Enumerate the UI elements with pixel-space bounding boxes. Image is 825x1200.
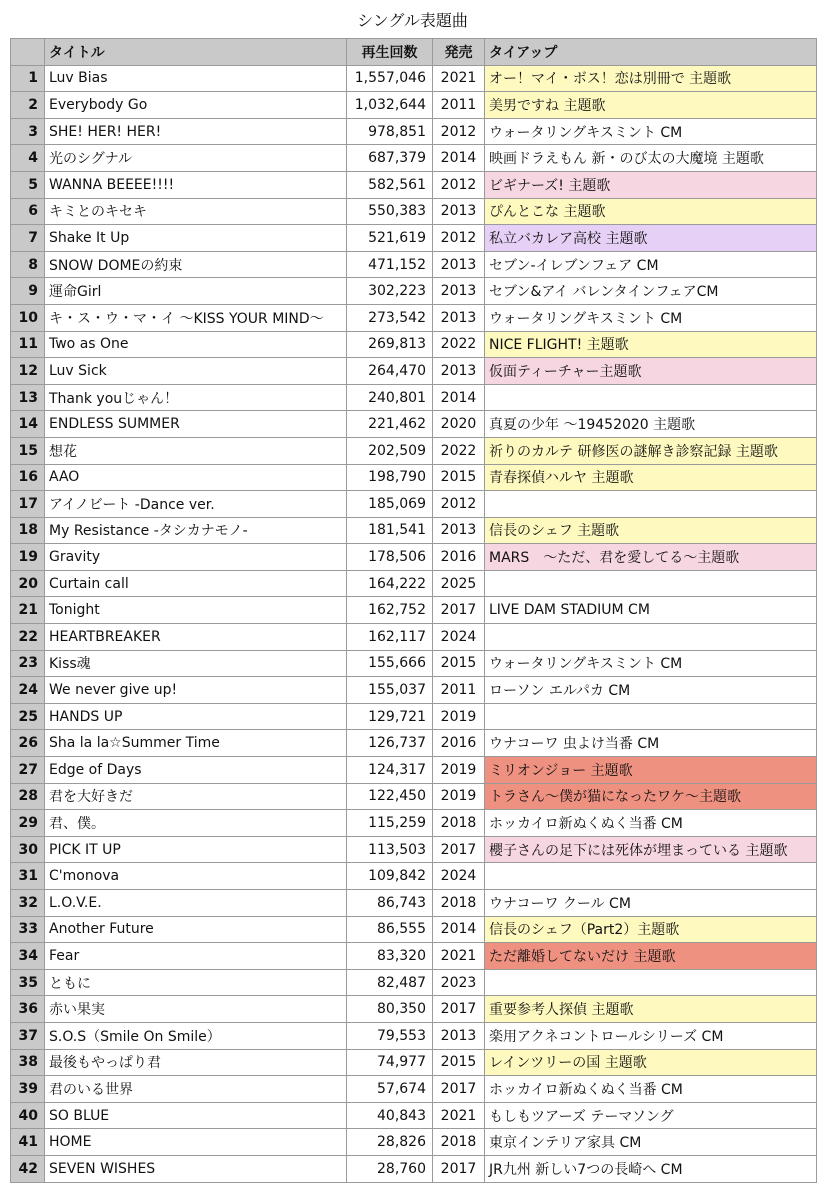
song-title: Everybody Go	[45, 92, 347, 119]
song-title: 光のシグナル	[45, 145, 347, 172]
play-count: 302,223	[347, 278, 433, 305]
row-number: 41	[11, 1129, 45, 1156]
release-year: 2021	[433, 1102, 485, 1129]
row-number: 8	[11, 251, 45, 278]
release-year: 2021	[433, 65, 485, 92]
play-count: 264,470	[347, 358, 433, 385]
tieup-text: LIVE DAM STADIUM CM	[485, 597, 817, 624]
tieup-text: トラさん〜僕が猫になったワケ〜主題歌	[485, 783, 817, 810]
table-row	[11, 677, 817, 704]
row-number: 30	[11, 836, 45, 863]
row-number: 28	[11, 783, 45, 810]
play-count: 113,503	[347, 836, 433, 863]
table-body	[11, 65, 817, 1182]
row-number: 39	[11, 1076, 45, 1103]
table-row	[11, 916, 817, 943]
play-count: 83,320	[347, 943, 433, 970]
tieup-text	[485, 703, 817, 730]
table-row	[11, 810, 817, 837]
release-year: 2021	[433, 943, 485, 970]
song-title: Another Future	[45, 916, 347, 943]
tieup-text: セブン&アイ バレンタインフェアCM	[485, 278, 817, 305]
release-year: 2018	[433, 1129, 485, 1156]
play-count: 109,842	[347, 863, 433, 890]
tieup-text: もしもツアーズ テーマソング	[485, 1102, 817, 1129]
row-number: 18	[11, 517, 45, 544]
table-row	[11, 890, 817, 917]
play-count: 198,790	[347, 464, 433, 491]
release-year: 2013	[433, 251, 485, 278]
song-title: 最後もやっぱり君	[45, 1049, 347, 1076]
table-row	[11, 943, 817, 970]
play-count: 550,383	[347, 198, 433, 225]
table-row	[11, 225, 817, 252]
song-title: AAO	[45, 464, 347, 491]
row-number: 25	[11, 703, 45, 730]
tieup-text: 祈りのカルテ 研修医の謎解き診察記録 主題歌	[485, 437, 817, 464]
release-year: 2024	[433, 624, 485, 651]
row-number: 29	[11, 810, 45, 837]
table-row	[11, 597, 817, 624]
row-number: 40	[11, 1102, 45, 1129]
play-count: 155,666	[347, 650, 433, 677]
release-year: 2022	[433, 437, 485, 464]
play-count: 181,541	[347, 517, 433, 544]
release-year: 2023	[433, 969, 485, 996]
play-count: 74,977	[347, 1049, 433, 1076]
row-number: 15	[11, 437, 45, 464]
row-number: 32	[11, 890, 45, 917]
tieup-text: MARS 〜ただ、君を愛してる〜主題歌	[485, 544, 817, 571]
tieup-text: ミリオンジョー 主題歌	[485, 757, 817, 784]
song-title: WANNA BEEEE!!!!	[45, 171, 347, 198]
release-year: 2012	[433, 491, 485, 518]
row-number: 13	[11, 384, 45, 411]
table-row	[11, 836, 817, 863]
header-year: 発売	[433, 39, 485, 66]
tieup-text: 真夏の少年 〜19452020 主題歌	[485, 411, 817, 438]
play-count: 240,801	[347, 384, 433, 411]
table-row	[11, 304, 817, 331]
table-row	[11, 730, 817, 757]
header-no	[11, 39, 45, 66]
row-number: 20	[11, 570, 45, 597]
release-year: 2013	[433, 278, 485, 305]
release-year: 2013	[433, 304, 485, 331]
row-number: 24	[11, 677, 45, 704]
table-row	[11, 969, 817, 996]
release-year: 2015	[433, 1049, 485, 1076]
row-number: 38	[11, 1049, 45, 1076]
table-row	[11, 863, 817, 890]
tieup-text	[485, 863, 817, 890]
table-row	[11, 65, 817, 92]
release-year: 2020	[433, 411, 485, 438]
play-count: 86,555	[347, 916, 433, 943]
song-title: HANDS UP	[45, 703, 347, 730]
song-title: 君を大好きだ	[45, 783, 347, 810]
song-title: Shake It Up	[45, 225, 347, 252]
row-number: 16	[11, 464, 45, 491]
tieup-text: 楽用アクネコントロールシリーズ CM	[485, 1022, 817, 1049]
play-count: 202,509	[347, 437, 433, 464]
row-number: 37	[11, 1022, 45, 1049]
page-title: シングル表題曲	[357, 11, 468, 30]
song-title: Edge of Days	[45, 757, 347, 784]
play-count: 79,553	[347, 1022, 433, 1049]
song-title: 想花	[45, 437, 347, 464]
table-row	[11, 358, 817, 385]
song-title: アイノビート -Dance ver.	[45, 491, 347, 518]
play-count: 40,843	[347, 1102, 433, 1129]
row-number: 5	[11, 171, 45, 198]
row-number: 9	[11, 278, 45, 305]
play-count: 185,069	[347, 491, 433, 518]
tieup-text: 私立バカレア高校 主題歌	[485, 225, 817, 252]
song-title: C'monova	[45, 863, 347, 890]
release-year: 2014	[433, 384, 485, 411]
row-number: 11	[11, 331, 45, 358]
row-number: 26	[11, 730, 45, 757]
release-year: 2016	[433, 730, 485, 757]
play-count: 269,813	[347, 331, 433, 358]
song-title: SO BLUE	[45, 1102, 347, 1129]
tieup-text: 青春探偵ハルヤ 主題歌	[485, 464, 817, 491]
release-year: 2013	[433, 198, 485, 225]
header-row	[11, 39, 817, 66]
row-number: 10	[11, 304, 45, 331]
tieup-text: JR九州 新しい7つの長崎へ CM	[485, 1155, 817, 1182]
play-count: 122,450	[347, 783, 433, 810]
play-count: 28,760	[347, 1155, 433, 1182]
table-row	[11, 251, 817, 278]
release-year: 2017	[433, 1155, 485, 1182]
row-number: 19	[11, 544, 45, 571]
tieup-text: 仮面ティーチャー主題歌	[485, 358, 817, 385]
table-row	[11, 384, 817, 411]
song-title: L.O.V.E.	[45, 890, 347, 917]
play-count: 28,826	[347, 1129, 433, 1156]
play-count: 162,117	[347, 624, 433, 651]
song-title: SHE! HER! HER!	[45, 118, 347, 145]
table-row	[11, 703, 817, 730]
row-number: 34	[11, 943, 45, 970]
tieup-text: 信長のシェフ 主題歌	[485, 517, 817, 544]
play-count: 1,557,046	[347, 65, 433, 92]
table-row	[11, 517, 817, 544]
play-count: 164,222	[347, 570, 433, 597]
release-year: 2012	[433, 171, 485, 198]
song-title: HOME	[45, 1129, 347, 1156]
play-count: 1,032,644	[347, 92, 433, 119]
release-year: 2025	[433, 570, 485, 597]
header-title: タイトル	[45, 39, 347, 66]
row-number: 2	[11, 92, 45, 119]
song-title: Kiss魂	[45, 650, 347, 677]
table-row	[11, 783, 817, 810]
song-title: Tonight	[45, 597, 347, 624]
play-count: 978,851	[347, 118, 433, 145]
play-count: 124,317	[347, 757, 433, 784]
release-year: 2016	[433, 544, 485, 571]
table-row	[11, 278, 817, 305]
play-count: 129,721	[347, 703, 433, 730]
tieup-text: 櫻子さんの足下には死体が埋まっている 主題歌	[485, 836, 817, 863]
release-year: 2013	[433, 517, 485, 544]
song-title: PICK IT UP	[45, 836, 347, 863]
tieup-text: ウナコーワ 虫よけ当番 CM	[485, 730, 817, 757]
song-title: Gravity	[45, 544, 347, 571]
play-count: 687,379	[347, 145, 433, 172]
release-year: 2022	[433, 331, 485, 358]
row-number: 6	[11, 198, 45, 225]
tieup-text: ウォータリングキスミント CM	[485, 118, 817, 145]
song-title: Curtain call	[45, 570, 347, 597]
row-number: 14	[11, 411, 45, 438]
release-year: 2017	[433, 996, 485, 1023]
tieup-text: ウォータリングキスミント CM	[485, 650, 817, 677]
release-year: 2014	[433, 145, 485, 172]
release-year: 2011	[433, 92, 485, 119]
table-row	[11, 464, 817, 491]
release-year: 2019	[433, 757, 485, 784]
row-number: 36	[11, 996, 45, 1023]
table-row	[11, 92, 817, 119]
table-row	[11, 491, 817, 518]
release-year: 2018	[433, 810, 485, 837]
song-title: 君のいる世界	[45, 1076, 347, 1103]
song-title: 赤い果実	[45, 996, 347, 1023]
row-number: 1	[11, 65, 45, 92]
play-count: 521,619	[347, 225, 433, 252]
singles-table	[10, 38, 817, 1183]
row-number: 3	[11, 118, 45, 145]
song-title: Fear	[45, 943, 347, 970]
row-number: 27	[11, 757, 45, 784]
song-title: S.O.S（Smile On Smile）	[45, 1022, 347, 1049]
row-number: 7	[11, 225, 45, 252]
tieup-text: 美男ですね 主題歌	[485, 92, 817, 119]
play-count: 80,350	[347, 996, 433, 1023]
release-year: 2013	[433, 358, 485, 385]
tieup-text: ビギナーズ! 主題歌	[485, 171, 817, 198]
release-year: 2017	[433, 597, 485, 624]
tieup-text: NICE FLIGHT! 主題歌	[485, 331, 817, 358]
table-row	[11, 437, 817, 464]
song-title: キ・ス・ウ・マ・イ 〜KISS YOUR MIND〜	[45, 304, 347, 331]
row-number: 4	[11, 145, 45, 172]
row-number: 35	[11, 969, 45, 996]
song-title: 君、僕。	[45, 810, 347, 837]
table-row	[11, 1022, 817, 1049]
header-tieup: タイアップ	[485, 39, 817, 66]
row-number: 12	[11, 358, 45, 385]
release-year: 2012	[433, 118, 485, 145]
row-number: 22	[11, 624, 45, 651]
table-row	[11, 624, 817, 651]
play-count: 155,037	[347, 677, 433, 704]
release-year: 2019	[433, 703, 485, 730]
tieup-text: ローソン エルパカ CM	[485, 677, 817, 704]
release-year: 2012	[433, 225, 485, 252]
tieup-text: ぴんとこな 主題歌	[485, 198, 817, 225]
play-count: 273,542	[347, 304, 433, 331]
tieup-text: オー！マイ・ボス！恋は別冊で 主題歌	[485, 65, 817, 92]
tieup-text	[485, 969, 817, 996]
tieup-text: セブン-イレブンフェア CM	[485, 251, 817, 278]
table-row	[11, 1155, 817, 1182]
tieup-text: ウナコーワ クール CM	[485, 890, 817, 917]
release-year: 2013	[433, 1022, 485, 1049]
release-year: 2011	[433, 677, 485, 704]
row-number: 17	[11, 491, 45, 518]
table-row	[11, 757, 817, 784]
release-year: 2019	[433, 783, 485, 810]
play-count: 221,462	[347, 411, 433, 438]
table-row	[11, 544, 817, 571]
table-row	[11, 570, 817, 597]
table-row	[11, 1129, 817, 1156]
song-title: My Resistance -タシカナモノ-	[45, 517, 347, 544]
song-title: 運命Girl	[45, 278, 347, 305]
row-number: 31	[11, 863, 45, 890]
table-row	[11, 1049, 817, 1076]
release-year: 2017	[433, 1076, 485, 1103]
release-year: 2017	[433, 836, 485, 863]
play-count: 86,743	[347, 890, 433, 917]
song-title: キミとのキセキ	[45, 198, 347, 225]
table-row	[11, 198, 817, 225]
song-title: ENDLESS SUMMER	[45, 411, 347, 438]
play-count: 82,487	[347, 969, 433, 996]
tieup-text	[485, 570, 817, 597]
song-title: Luv Sick	[45, 358, 347, 385]
release-year: 2015	[433, 464, 485, 491]
tieup-text: 信長のシェフ（Part2）主題歌	[485, 916, 817, 943]
play-count: 162,752	[347, 597, 433, 624]
release-year: 2015	[433, 650, 485, 677]
song-title: We never give up!	[45, 677, 347, 704]
tieup-text: ホッカイロ新ぬくぬく当番 CM	[485, 1076, 817, 1103]
play-count: 582,561	[347, 171, 433, 198]
tieup-text: ウォータリングキスミント CM	[485, 304, 817, 331]
play-count: 57,674	[347, 1076, 433, 1103]
table-row	[11, 145, 817, 172]
song-title: Two as One	[45, 331, 347, 358]
play-count: 178,506	[347, 544, 433, 571]
tieup-text: 東京インテリア家具 CM	[485, 1129, 817, 1156]
tieup-text	[485, 624, 817, 651]
row-number: 21	[11, 597, 45, 624]
play-count: 471,152	[347, 251, 433, 278]
tieup-text: 映画ドラえもん 新・のび太の大魔境 主題歌	[485, 145, 817, 172]
table-row	[11, 118, 817, 145]
play-count: 115,259	[347, 810, 433, 837]
row-number: 23	[11, 650, 45, 677]
tieup-text: ホッカイロ新ぬくぬく当番 CM	[485, 810, 817, 837]
table-row	[11, 996, 817, 1023]
tieup-text	[485, 491, 817, 518]
song-title: SNOW DOMEの約束	[45, 251, 347, 278]
song-title: Thank youじゃん！	[45, 384, 347, 411]
row-number: 42	[11, 1155, 45, 1182]
table-row	[11, 1076, 817, 1103]
release-year: 2014	[433, 916, 485, 943]
table-row	[11, 650, 817, 677]
song-title: Luv Bias	[45, 65, 347, 92]
tieup-text	[485, 384, 817, 411]
release-year: 2018	[433, 890, 485, 917]
release-year: 2024	[433, 863, 485, 890]
tieup-text: ただ離婚してないだけ 主題歌	[485, 943, 817, 970]
header-plays: 再生回数	[347, 39, 433, 66]
song-title: Sha la la☆Summer Time	[45, 730, 347, 757]
tieup-text: 重要参考人探偵 主題歌	[485, 996, 817, 1023]
table-row	[11, 1102, 817, 1129]
table-row	[11, 171, 817, 198]
play-count: 126,737	[347, 730, 433, 757]
song-title: HEARTBREAKER	[45, 624, 347, 651]
row-number: 33	[11, 916, 45, 943]
table-row	[11, 411, 817, 438]
song-title: SEVEN WISHES	[45, 1155, 347, 1182]
table-row	[11, 331, 817, 358]
song-title: ともに	[45, 969, 347, 996]
tieup-text: レインツリーの国 主題歌	[485, 1049, 817, 1076]
